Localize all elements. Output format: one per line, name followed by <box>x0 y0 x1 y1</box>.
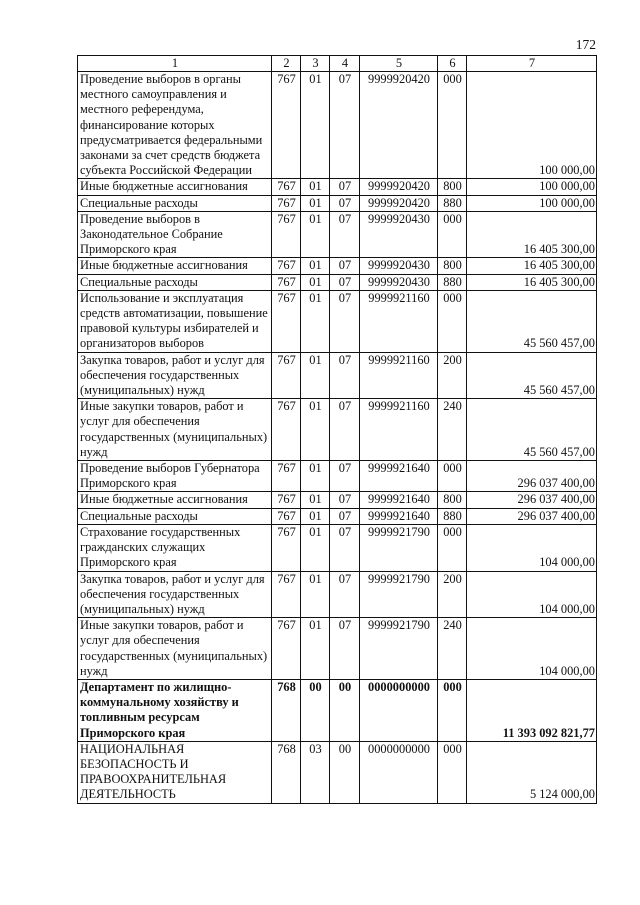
row-target-article: 9999921160 <box>360 290 438 352</box>
row-expense-type: 000 <box>438 741 467 803</box>
header-col-6: 6 <box>438 56 467 72</box>
row-section: 01 <box>301 461 330 492</box>
row-target-article: 0000000000 <box>360 741 438 803</box>
header-col-7: 7 <box>467 56 597 72</box>
row-expense-type: 240 <box>438 399 467 461</box>
header-col-3: 3 <box>301 56 330 72</box>
row-name: Иные бюджетные ассигнования <box>78 492 272 508</box>
row-subsection: 00 <box>330 741 360 803</box>
row-target-article: 0000000000 <box>360 679 438 741</box>
table-row <box>78 741 597 803</box>
row-target-article: 9999920420 <box>360 72 438 179</box>
row-subsection: 07 <box>330 258 360 274</box>
row-subsection: 07 <box>330 195 360 211</box>
row-target-article: 9999920430 <box>360 211 438 258</box>
row-expense-type: 880 <box>438 274 467 290</box>
row-amount: 5 124 000,00 <box>467 741 597 803</box>
row-section: 03 <box>301 741 330 803</box>
row-admin-code: 767 <box>272 571 301 618</box>
row-subsection: 07 <box>330 399 360 461</box>
row-target-article: 9999921160 <box>360 399 438 461</box>
row-section: 01 <box>301 258 330 274</box>
row-subsection: 07 <box>330 508 360 524</box>
row-amount: 104 000,00 <box>467 571 597 618</box>
row-section: 01 <box>301 399 330 461</box>
row-amount: 45 560 457,00 <box>467 290 597 352</box>
row-admin-code: 767 <box>272 274 301 290</box>
row-amount: 104 000,00 <box>467 618 597 680</box>
row-expense-type: 800 <box>438 492 467 508</box>
row-name: Специальные расходы <box>78 508 272 524</box>
row-subsection: 00 <box>330 679 360 741</box>
row-admin-code: 768 <box>272 679 301 741</box>
row-subsection: 07 <box>330 179 360 195</box>
row-expense-type: 000 <box>438 524 467 571</box>
row-subsection: 07 <box>330 618 360 680</box>
row-subsection: 07 <box>330 72 360 179</box>
row-name: Страхование государственных гражданских служащих Приморского края <box>78 524 272 571</box>
row-amount: 45 560 457,00 <box>467 399 597 461</box>
table-row <box>78 352 597 399</box>
row-subsection: 07 <box>330 571 360 618</box>
row-expense-type: 000 <box>438 679 467 741</box>
row-target-article: 9999921160 <box>360 352 438 399</box>
row-name: НАЦИОНАЛЬНАЯ БЕЗОПАСНОСТЬ И ПРАВООХРАНИТЕЛЬНАЯ ДЕЯТЕЛЬНОСТЬ <box>78 741 272 803</box>
row-name: Закупка товаров, работ и услуг для обеспечения государственных (муниципальных) нужд <box>78 352 272 399</box>
row-target-article: 9999921790 <box>360 524 438 571</box>
row-expense-type: 880 <box>438 195 467 211</box>
row-target-article: 9999921790 <box>360 571 438 618</box>
row-amount: 16 405 300,00 <box>467 211 597 258</box>
row-section: 01 <box>301 179 330 195</box>
row-name: Иные бюджетные ассигнования <box>78 179 272 195</box>
row-admin-code: 767 <box>272 618 301 680</box>
row-subsection: 07 <box>330 461 360 492</box>
row-admin-code: 768 <box>272 741 301 803</box>
table-row <box>78 618 597 680</box>
row-subsection: 07 <box>330 524 360 571</box>
row-amount: 104 000,00 <box>467 524 597 571</box>
row-expense-type: 000 <box>438 211 467 258</box>
table-row <box>78 571 597 618</box>
row-section: 01 <box>301 274 330 290</box>
row-amount: 296 037 400,00 <box>467 492 597 508</box>
row-section: 00 <box>301 679 330 741</box>
row-subsection: 07 <box>330 274 360 290</box>
header-row <box>78 56 597 72</box>
row-expense-type: 000 <box>438 72 467 179</box>
row-admin-code: 767 <box>272 524 301 571</box>
row-expense-type: 200 <box>438 352 467 399</box>
row-expense-type: 000 <box>438 461 467 492</box>
row-amount: 100 000,00 <box>467 195 597 211</box>
row-name: Департамент по жилищно-коммунальному хозяйству и топливным ресурсам Приморского края <box>78 679 272 741</box>
row-name: Иные бюджетные ассигнования <box>78 258 272 274</box>
row-section: 01 <box>301 290 330 352</box>
row-target-article: 9999921640 <box>360 492 438 508</box>
table-row <box>78 679 597 741</box>
table-row <box>78 399 597 461</box>
row-section: 01 <box>301 508 330 524</box>
table-row <box>78 508 597 524</box>
budget-table <box>77 55 597 804</box>
row-name: Специальные расходы <box>78 274 272 290</box>
row-target-article: 9999921640 <box>360 461 438 492</box>
row-amount: 11 393 092 821,77 <box>467 679 597 741</box>
row-admin-code: 767 <box>272 258 301 274</box>
table-row <box>78 211 597 258</box>
row-section: 01 <box>301 492 330 508</box>
row-admin-code: 767 <box>272 195 301 211</box>
table-row <box>78 290 597 352</box>
row-target-article: 9999920420 <box>360 179 438 195</box>
row-name: Иные закупки товаров, работ и услуг для обеспечения государственных (муниципальных) нужд <box>78 618 272 680</box>
row-section: 01 <box>301 571 330 618</box>
row-amount: 16 405 300,00 <box>467 274 597 290</box>
row-name: Проведение выборов в Законодательное Собрание Приморского края <box>78 211 272 258</box>
header-col-1: 1 <box>78 56 272 72</box>
header-col-5: 5 <box>360 56 438 72</box>
row-subsection: 07 <box>330 492 360 508</box>
row-section: 01 <box>301 72 330 179</box>
row-amount: 296 037 400,00 <box>467 461 597 492</box>
row-target-article: 9999921790 <box>360 618 438 680</box>
row-admin-code: 767 <box>272 290 301 352</box>
row-amount: 16 405 300,00 <box>467 258 597 274</box>
row-admin-code: 767 <box>272 179 301 195</box>
row-section: 01 <box>301 211 330 258</box>
row-target-article: 9999920430 <box>360 274 438 290</box>
row-section: 01 <box>301 524 330 571</box>
header-col-4: 4 <box>330 56 360 72</box>
row-admin-code: 767 <box>272 492 301 508</box>
row-name: Использование и эксплуатация средств автоматизации, повышение правовой культуры избирателей и организаторов выборов <box>78 290 272 352</box>
row-admin-code: 767 <box>272 352 301 399</box>
table-row <box>78 258 597 274</box>
row-amount: 100 000,00 <box>467 179 597 195</box>
row-target-article: 9999921640 <box>360 508 438 524</box>
row-name: Проведение выборов в органы местного самоуправления и местного референдума, финансирование которых предусматривается федеральными законами за счет средств бюджета субъекта Российской Федерации <box>78 72 272 179</box>
row-name: Закупка товаров, работ и услуг для обеспечения государственных (муниципальных) нужд <box>78 571 272 618</box>
table-row <box>78 274 597 290</box>
row-admin-code: 767 <box>272 211 301 258</box>
table-row <box>78 492 597 508</box>
row-admin-code: 767 <box>272 72 301 179</box>
row-expense-type: 200 <box>438 571 467 618</box>
row-expense-type: 800 <box>438 258 467 274</box>
row-target-article: 9999920430 <box>360 258 438 274</box>
row-expense-type: 800 <box>438 179 467 195</box>
row-subsection: 07 <box>330 290 360 352</box>
row-target-article: 9999920420 <box>360 195 438 211</box>
row-name: Иные закупки товаров, работ и услуг для обеспечения государственных (муниципальных) нужд <box>78 399 272 461</box>
table-row <box>78 72 597 179</box>
row-admin-code: 767 <box>272 461 301 492</box>
header-col-2: 2 <box>272 56 301 72</box>
table-row <box>78 195 597 211</box>
row-admin-code: 767 <box>272 508 301 524</box>
row-amount: 100 000,00 <box>467 72 597 179</box>
row-expense-type: 240 <box>438 618 467 680</box>
table-row <box>78 524 597 571</box>
page-number: 172 <box>575 37 596 52</box>
row-subsection: 07 <box>330 352 360 399</box>
row-section: 01 <box>301 195 330 211</box>
table-row <box>78 179 597 195</box>
row-name: Проведение выборов Губернатора Приморского края <box>78 461 272 492</box>
row-expense-type: 880 <box>438 508 467 524</box>
row-amount: 45 560 457,00 <box>467 352 597 399</box>
row-section: 01 <box>301 618 330 680</box>
row-amount: 296 037 400,00 <box>467 508 597 524</box>
row-name: Специальные расходы <box>78 195 272 211</box>
row-section: 01 <box>301 352 330 399</box>
table-row <box>78 461 597 492</box>
row-admin-code: 767 <box>272 399 301 461</box>
row-expense-type: 000 <box>438 290 467 352</box>
row-subsection: 07 <box>330 211 360 258</box>
